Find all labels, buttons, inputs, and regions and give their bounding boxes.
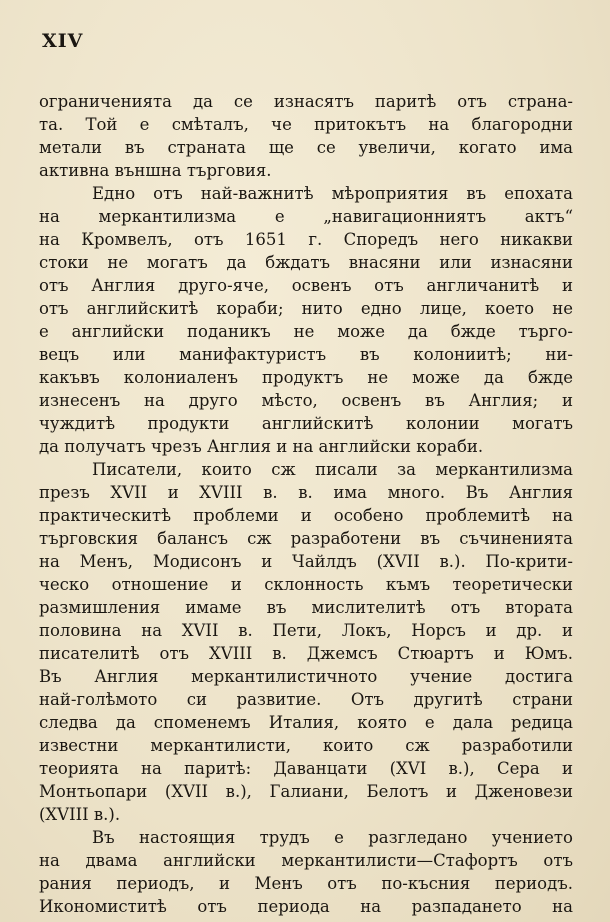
text-line: практическитѣ проблеми и особено проблемитѣ на <box>39 506 573 525</box>
text-line: какъвъ колониаленъ продуктъ не може да бжде <box>39 368 573 387</box>
text-line: на меркантилизма е „навигационниятъ актъ“ <box>39 207 573 226</box>
text-line: на Менъ, Модисонъ и Чайлдъ (XVII в.). По-крити- <box>39 552 573 571</box>
text-line: размишления имаме въ мислителитѣ отъ втората <box>39 598 573 617</box>
text-line: търговския балансъ сж разработени въ съчиненията <box>39 529 573 548</box>
text-line: стоки не могатъ да бждатъ внасяни или изнасяни <box>39 253 573 272</box>
text-line: ограниченията да се изнасятъ паритѣ отъ страна- <box>39 92 573 111</box>
text-line: отъ английскитѣ кораби; нито едно лице, което не <box>39 299 573 318</box>
text-line: най-голѣмото си развитие. Отъ другитѣ страни <box>39 690 573 709</box>
text-line: следва да споменемъ Италия, която е дала редица <box>39 713 573 732</box>
text-line: метали въ страната ще се увеличи, когато има <box>39 138 573 157</box>
text-line: презъ XVII и XVIII в. в. има много. Въ Англия <box>39 483 573 502</box>
text-line: писателитѣ отъ XVIII в. Джемсъ Стюартъ и Юмъ. <box>39 644 573 663</box>
text-line: чуждитѣ продукти английскитѣ колонии могатъ <box>39 414 573 433</box>
text-line: Едно отъ най-важнитѣ мѣроприятия въ епохата <box>92 184 573 203</box>
text-line: на двама английски меркантилисти—Стафортъ отъ <box>39 851 573 870</box>
text-line: та. Той е смѣталъ, че притокътъ на благородни <box>39 115 573 134</box>
text-line: рания периодъ, и Менъ отъ по-късния периодъ. <box>39 874 573 893</box>
text-line: изнесенъ на друго мѣсто, освенъ въ Англия; и <box>39 391 573 410</box>
text-line: Писатели, които сж писали за меркантилизма <box>92 460 573 479</box>
text-line: Въ настоящия трудъ е разгледано учението <box>92 828 573 847</box>
text-line: на Кромвелъ, отъ 1651 г. Споредъ него никакви <box>39 230 573 249</box>
text-line: половина на XVII в. Пети, Локъ, Норсъ и др. и <box>39 621 573 640</box>
text-line: теорията на паритѣ: Даванцати (XVI в.), Сера и <box>39 759 573 778</box>
text-line: Монтьопари (XVII в.), Галиани, Белотъ и Дженовези <box>39 782 573 801</box>
text-line: Въ Англия меркантилистичното учение достига <box>39 667 573 686</box>
text-line: ческо отношение и склонность къмъ теоретически <box>39 575 573 594</box>
text-line: активна външна търговия. <box>39 161 272 180</box>
text-line: е английски поданикъ не може да бжде търго- <box>39 322 573 341</box>
text-line: известни меркантилисти, които сж разработили <box>39 736 573 755</box>
page-number: XIV <box>42 30 84 52</box>
text-line: Икономиститѣ отъ периода на разпадането на <box>39 897 573 916</box>
text-line: да получатъ чрезъ Англия и на английски кораби. <box>39 437 484 456</box>
body-text <box>39 90 573 918</box>
text-line: (XVIII в.). <box>39 805 121 824</box>
text-line: вецъ или манифактуристъ въ колониитѣ; ни- <box>39 345 573 364</box>
text-line: отъ Англия друго-яче, освенъ отъ англичанитѣ и <box>39 276 573 295</box>
